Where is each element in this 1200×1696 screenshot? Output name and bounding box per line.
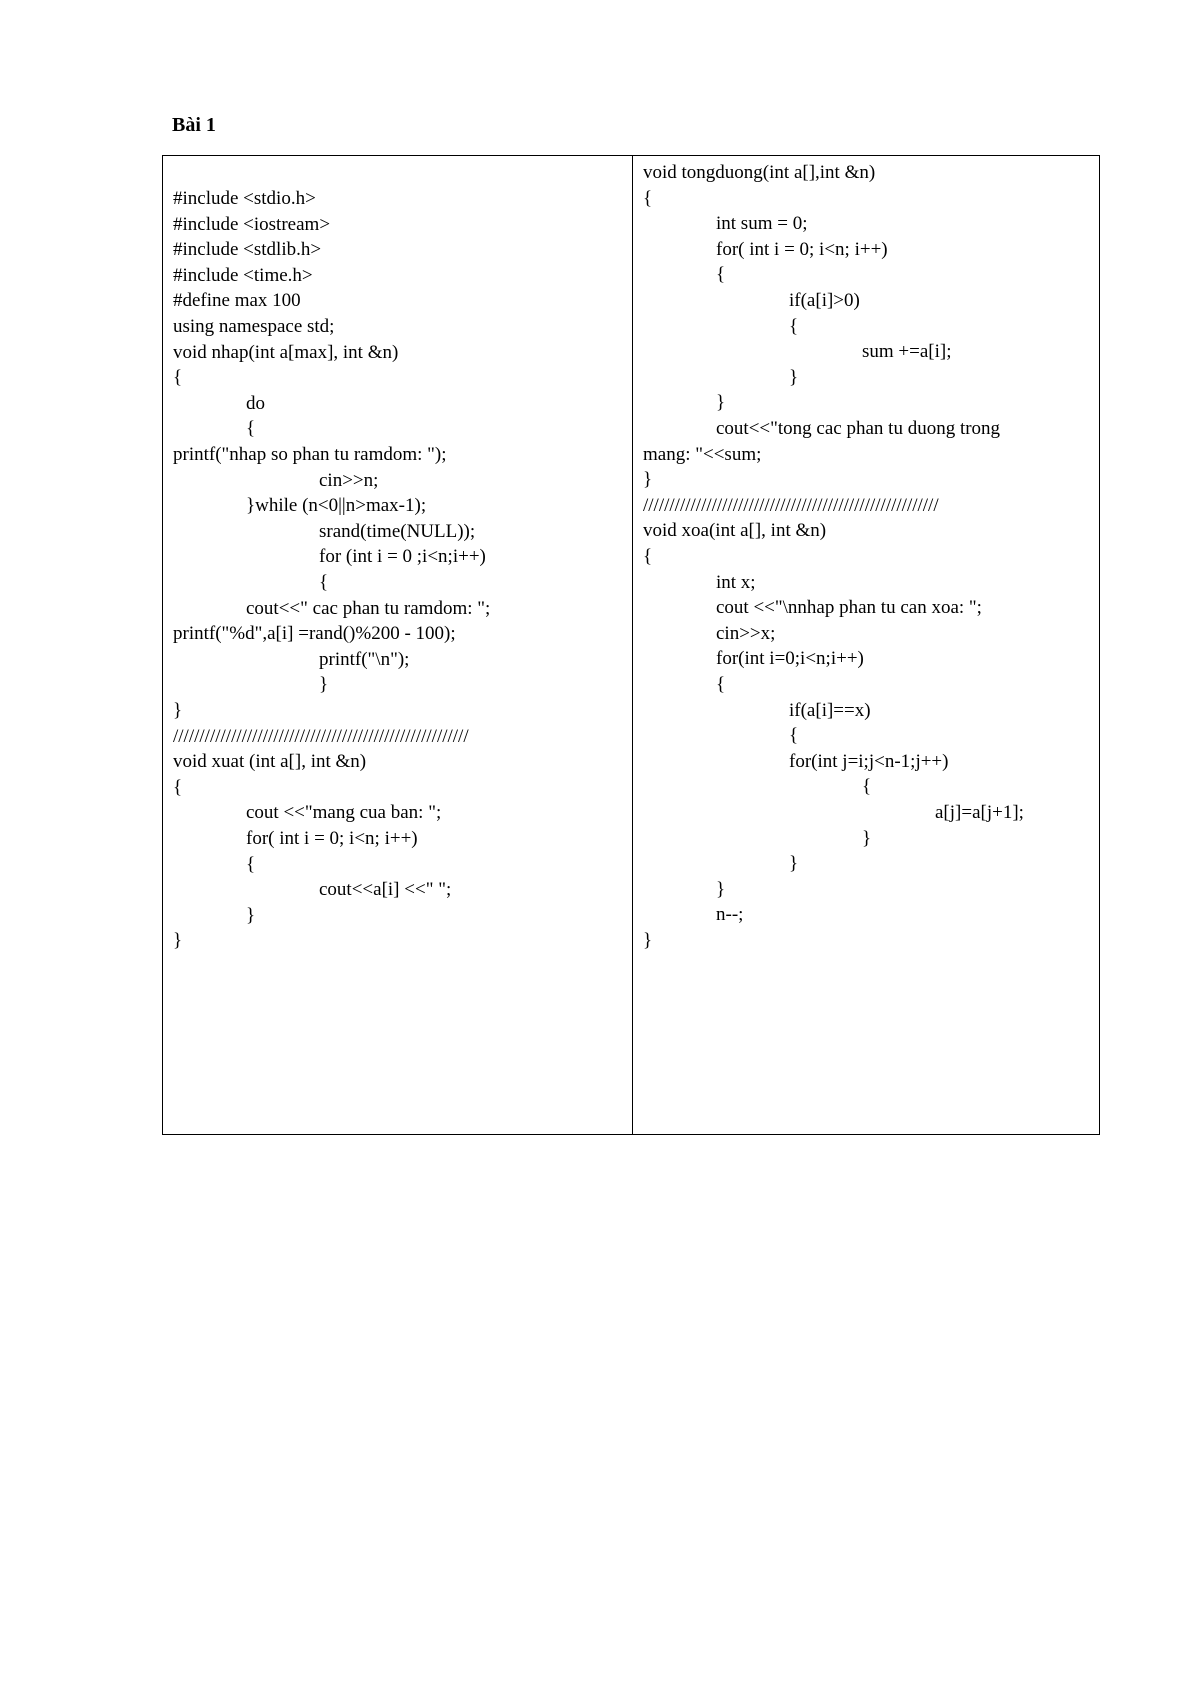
code-line: }while (n<0||n>max-1); <box>246 495 427 517</box>
code-line: { <box>789 725 799 747</box>
code-line: } <box>246 904 256 926</box>
code-line: { <box>643 546 653 567</box>
code-line: //////////////////////////////////////////////////////// <box>643 494 939 516</box>
code-line: #include <stdio.h> <box>173 188 316 209</box>
code-line: } <box>643 469 653 491</box>
code-line: { <box>319 572 329 593</box>
code-line: void xoa(int a[], int &n) <box>643 520 827 542</box>
page-title: Bài 1 <box>172 114 216 136</box>
code-line: void nhap(int a[max], int &n) <box>173 341 399 363</box>
code-column-right <box>633 156 1099 1134</box>
code-line: cout<<" cac phan tu ramdom: "; <box>246 597 491 619</box>
code-line: } <box>862 827 872 849</box>
code-line: for( int i = 0; i<n; i++) <box>246 828 418 849</box>
code-line: { <box>716 264 726 286</box>
code-table <box>162 155 1100 1135</box>
code-line: cin>>x; <box>716 622 776 644</box>
code-line: } <box>716 392 726 414</box>
code-line: { <box>173 776 183 798</box>
code-line: a[j]=a[j+1]; <box>935 802 1024 823</box>
code-line: } <box>173 930 183 952</box>
code-line: mang: "<<sum; <box>643 443 762 465</box>
code-line: void xuat (int a[], int &n) <box>173 751 367 773</box>
code-line: { <box>862 776 872 798</box>
code-line: #include <iostream> <box>173 213 331 235</box>
code-line: for( int i = 0; i<n; i++) <box>716 238 888 260</box>
code-line: { <box>246 418 256 440</box>
code-line: { <box>246 853 256 875</box>
code-line: { <box>173 367 183 389</box>
code-line: } <box>716 878 726 900</box>
code-line: if(a[i]==x) <box>789 699 871 721</box>
code-line: printf("\n"); <box>319 648 410 670</box>
code-line: int x; <box>716 571 756 593</box>
code-line: cout<<a[i] <<" "; <box>319 879 452 901</box>
code-line: #define max 100 <box>173 290 301 312</box>
code-line: printf("%d",a[i] =rand()%200 - 100); <box>173 623 456 645</box>
code-line: printf("nhap so phan tu ramdom: "); <box>173 444 447 465</box>
code-line: } <box>643 930 653 951</box>
code-line: { <box>789 315 799 337</box>
code-line: using namespace std; <box>173 316 335 337</box>
code-line: for (int i = 0 ;i<n;i++) <box>319 546 486 568</box>
code-line: } <box>319 674 329 696</box>
code-line: if(a[i]>0) <box>789 290 860 311</box>
code-line: #include <time.h> <box>173 264 313 286</box>
code-line: n--; <box>716 904 744 926</box>
code-line: cout <<"\nnhap phan tu can xoa: "; <box>716 597 982 619</box>
code-line: //////////////////////////////////////////////////////// <box>173 725 469 747</box>
code-line: cout <<"mang cua ban: "; <box>246 802 442 824</box>
code-line: for(int i=0;i<n;i++) <box>716 648 864 670</box>
code-line: } <box>789 853 799 875</box>
code-line: } <box>173 700 183 721</box>
code-line: { <box>716 674 726 695</box>
code-line: #include <stdlib.h> <box>173 239 322 261</box>
code-line: for(int j=i;j<n-1;j++) <box>789 750 949 772</box>
code-column-left <box>163 156 633 1134</box>
code-line: cin>>n; <box>319 469 379 491</box>
code-line: srand(time(NULL)); <box>319 520 476 542</box>
code-line: { <box>643 187 653 209</box>
code-line: do <box>246 392 265 414</box>
code-line: void tongduong(int a[],int &n) <box>643 162 876 183</box>
code-line: cout<<"tong cac phan tu duong trong <box>716 418 1001 439</box>
code-line: } <box>789 366 799 388</box>
code-line: int sum = 0; <box>716 213 808 235</box>
code-line: sum +=a[i]; <box>862 341 952 363</box>
